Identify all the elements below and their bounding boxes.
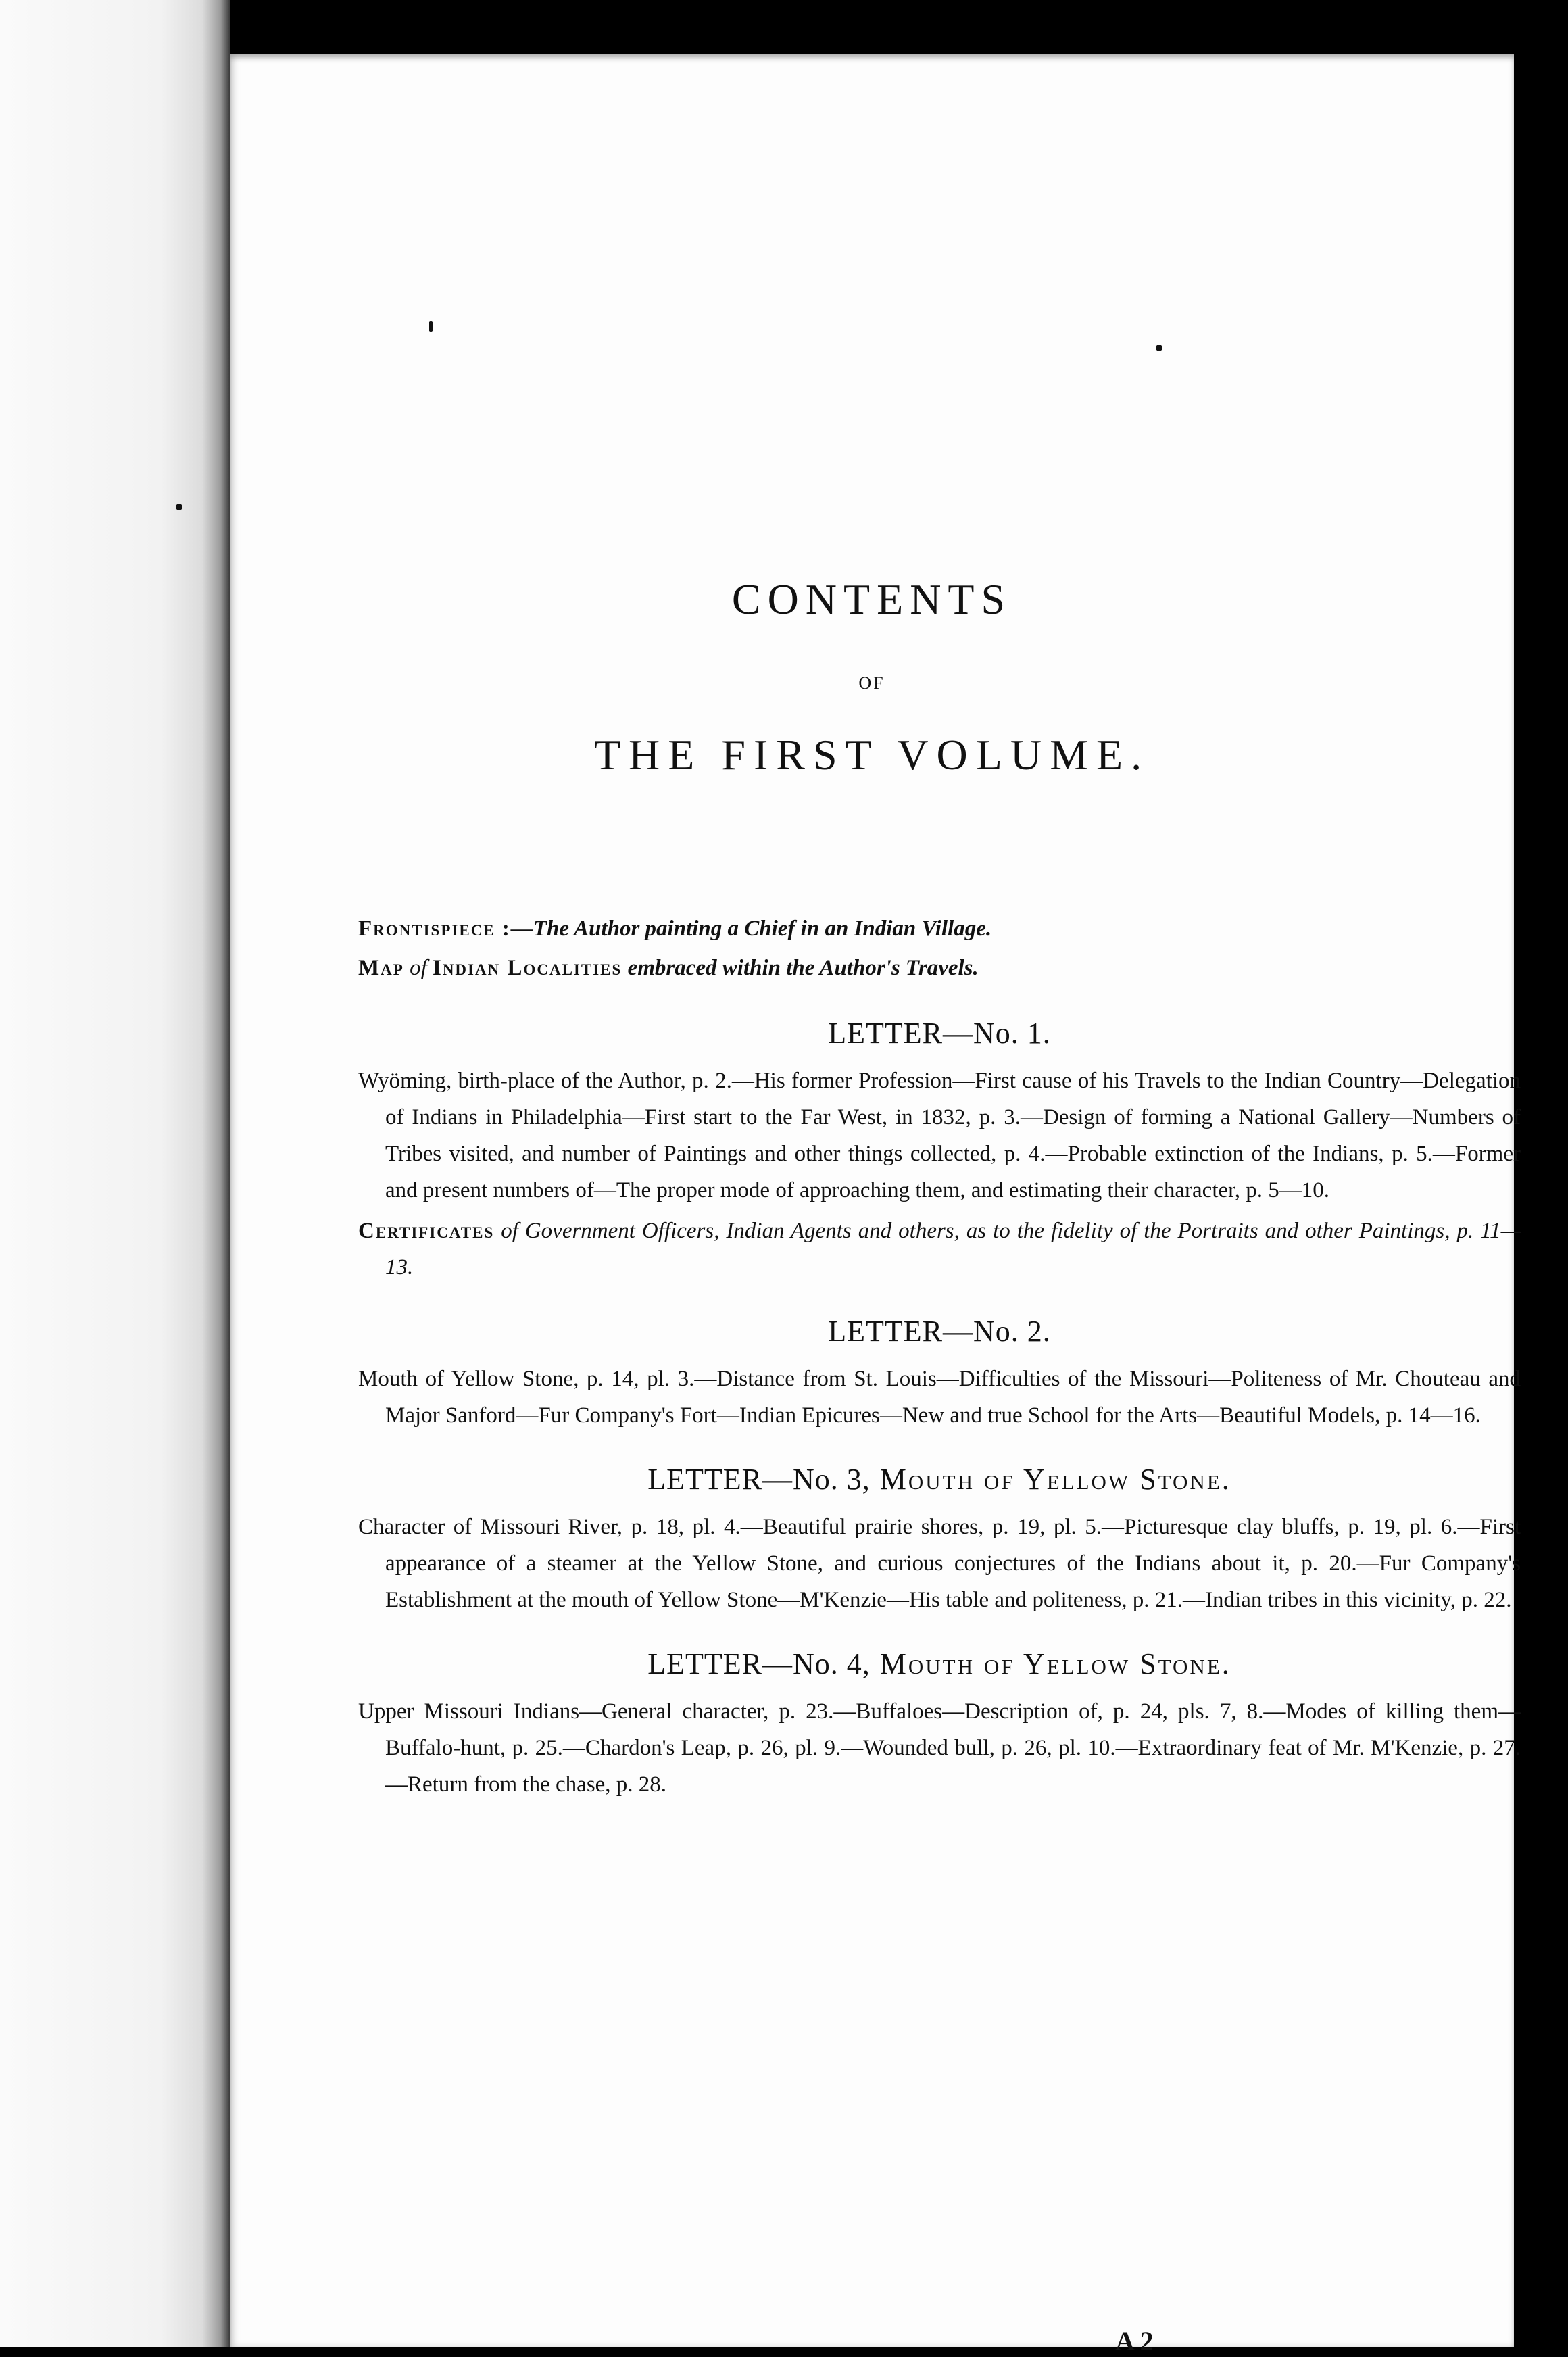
book-spine [0, 0, 230, 2347]
letter-entry: Mouth of Yellow Stone, p. 14, pl. 3.—Distance from St. Louis—Difficulties of the Missouri—Politeness of Mr. Chouteau and Major Sanford—Fur Company's Fort—Indian Epicures—New and true School for the Arts—Beautiful Models, p. 14—16. [358, 1367, 1521, 1428]
letter-heading: LETTER—No. 4, Mouth of Yellow Stone. [647, 1647, 1231, 1680]
frontispiece-label: Frontispiece : [358, 917, 511, 941]
letter-entry: Wyöming, birth-place of the Author, p. 2.—His former Profession—First cause of his Travels to the Indian Country—Delegation of Indians in Philadelphia—First start to the Far West, in 1832, p. 3.—Design of forming a National Gallery—Numbers of Tribes visited, and number of Paintings and other things collected, p. 4.—Probable extinction of the Indians, p. 5.—Former and present numbers of—The proper mode of approaching them, and estimating their character, p. 5—10. [358, 1069, 1521, 1202]
map-localities-label: Indian Localities [432, 956, 622, 980]
ink-speck [1156, 345, 1162, 351]
letter-heading: LETTER—No. 1. [828, 1017, 1051, 1050]
map-of: of [403, 956, 433, 980]
ink-speck [176, 504, 182, 510]
signature-mark: A 2 [1115, 2326, 1154, 2356]
page-title: CONTENTS [731, 575, 1012, 623]
certificates-label: Certificates [358, 1219, 495, 1243]
page [230, 54, 1521, 2347]
map-text: embraced within the Author's Travels. [622, 956, 979, 980]
title-of: OF [858, 673, 885, 693]
ink-speck [429, 321, 433, 332]
letter-entry: Character of Missouri River, p. 18, pl. 4.—Beautiful prairie shores, p. 19, pl. 5.—Picturesque clay bluffs, p. 19, pl. 6.—First appearance of a steamer at the Yellow Stone, and curious conjectures of the Indians about it, p. 20.—Fur Company's Establishment at the mouth of Yellow Stone—M'Kenzie—His table and politeness, p. 21.—Indian tribes in this vicinity, p. 22. [358, 1515, 1521, 1612]
volume-title: THE FIRST VOLUME. [593, 731, 1150, 779]
frontispiece-text: —The Author painting a Chief in an Indian Village. [510, 917, 992, 941]
letter-heading: LETTER—No. 2. [828, 1315, 1051, 1348]
letter-entry: Upper Missouri Indians—General character, p. 23.—Buffaloes—Description of, p. 24, pls. 7, 8.—Modes of killing them—Buffalo-hunt, p. 25.—Chardon's Leap, p. 26, pl. 9.—Wounded bull, p. 26, pl. 10.—Extraordinary feat of Mr. M'Kenzie, p. 27.—Return from the chase, p. 28. [358, 1699, 1521, 1797]
contents-list [358, 909, 1521, 1807]
certificates-text: of Government Officers, Indian Agents and others, as to the fidelity of the Portraits and other Paintings, p. 11—13. [385, 1219, 1521, 1280]
frontispiece-line [358, 909, 1521, 948]
map-label: Map [358, 956, 404, 980]
map-line [358, 948, 1521, 988]
certificates-entry [358, 1213, 1521, 1286]
letter-heading: LETTER—No. 3, Mouth of Yellow Stone. [647, 1463, 1231, 1496]
